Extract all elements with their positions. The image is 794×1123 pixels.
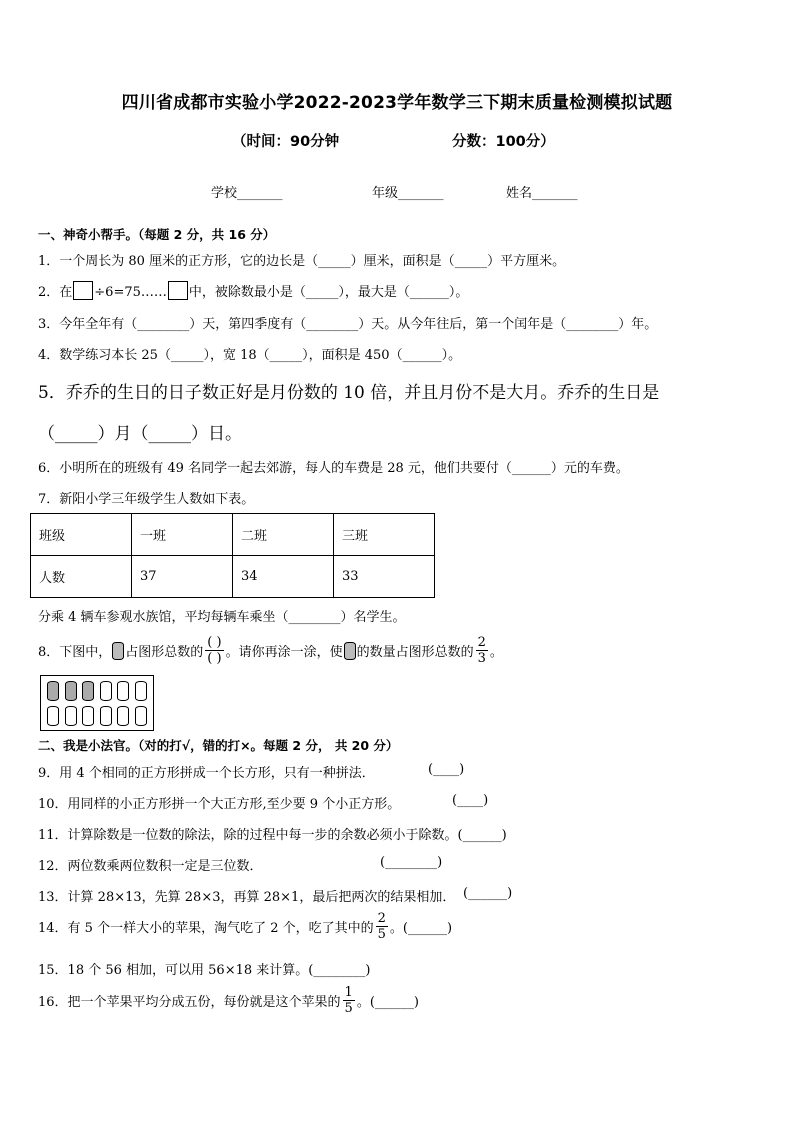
cylinder[interactable] xyxy=(47,706,59,726)
question-13-answer-blank[interactable]: (______) xyxy=(463,886,513,901)
table-cell: 一班 xyxy=(132,514,233,556)
cylinder[interactable] xyxy=(65,706,77,726)
section-2-heading: 二、我是小法官。（对的打√，错的打×。每题 2 分， 共 20 分） xyxy=(38,738,399,753)
fraction-one-fifth xyxy=(343,986,355,1015)
answer-fraction-blank[interactable] xyxy=(205,636,223,665)
question-8-part-b: 占图形总数的 xyxy=(125,645,204,660)
question-8-part-a: 8．下图中， xyxy=(38,645,112,660)
shaded-cylinder[interactable] xyxy=(47,681,59,701)
question-5-line-1: 5．乔乔的生日的日子数正好是月份数的 10 倍，并且月份不是大月。乔乔的生日是 xyxy=(38,383,660,403)
name-field[interactable]: 姓名_______ xyxy=(506,186,578,201)
table-cell: 人数 xyxy=(31,556,132,598)
question-1: 1．一个周长为 80 厘米的正方形，它的边长是（_____）厘米，面积是（_____）平方厘米。 xyxy=(38,254,566,269)
class-count-table xyxy=(30,513,435,598)
cylinder[interactable] xyxy=(100,706,112,726)
exam-title: 四川省成都市实验小学2022-2023学年数学三下期末质量检测模拟试题 xyxy=(121,93,673,113)
question-12-answer-blank[interactable]: (________) xyxy=(380,855,443,870)
question-5-line-2: （_____）月（_____）日。 xyxy=(38,424,242,444)
time-label: （时间：90分钟 xyxy=(232,134,340,150)
cylinder[interactable] xyxy=(135,681,147,701)
table-row xyxy=(31,514,435,556)
question-4: 4．数学练习本长 25（_____），宽 18（_____），面积是 450（______）。 xyxy=(38,348,462,363)
question-8 xyxy=(38,636,503,665)
cylinder[interactable] xyxy=(117,681,129,701)
question-2-part-b: ÷6=75…… xyxy=(94,285,167,300)
question-11: 11．计算除数是一位数的除法，除的过程中每一步的余数必须小于除数。(______) xyxy=(38,828,507,843)
question-3: 3．今年全年有（________）天，第四季度有（________）天。从今年往后，第一个闰年是（________）年。 xyxy=(38,317,658,332)
question-7: 7．新阳小学三年级学生人数如下表。 xyxy=(38,492,255,507)
cylinder[interactable] xyxy=(117,706,129,726)
school-field[interactable]: 学校_______ xyxy=(211,186,283,201)
question-2 xyxy=(38,281,468,300)
question-8-part-e: 。 xyxy=(489,645,503,660)
question-15: 15．18 个 56 相加，可以用 56×18 来计算。(________) xyxy=(38,963,371,978)
question-13: 13．计算 28×13，先算 28×3，再算 28×1，最后把两次的结果相加． xyxy=(38,890,456,905)
fraction-numerator-blank[interactable]: ( ) xyxy=(207,635,222,650)
cylinder[interactable] xyxy=(100,681,112,701)
fraction-denominator: 5 xyxy=(344,1001,353,1016)
table-cell: 班级 xyxy=(31,514,132,556)
cylinder-icon xyxy=(112,642,124,660)
score-label: 分数：100分） xyxy=(452,134,555,150)
question-14-part-a: 14．有 5 个一样大小的苹果，淘气吃了 2 个，吃了其中的 xyxy=(38,921,374,936)
question-6: 6．小明所在的班级有 49 名同学一起去郊游，每人的车费是 28 元，他们共要付（______）元的车费。 xyxy=(38,461,629,476)
shaded-cylinder[interactable] xyxy=(65,681,77,701)
fraction-two-fifths xyxy=(376,912,388,941)
fraction-numerator: 2 xyxy=(377,911,386,926)
question-9: 9．用 4 个相同的正方形拼成一个长方形，只有一种拼法． xyxy=(38,766,375,781)
cylinder[interactable] xyxy=(135,706,147,726)
question-14-part-b: 。(______) xyxy=(389,921,453,936)
question-9-answer-blank[interactable]: (____) xyxy=(428,762,465,777)
fraction-numerator: 2 xyxy=(477,635,486,650)
shaded-cylinder[interactable] xyxy=(82,681,94,701)
question-10-answer-blank[interactable]: (____) xyxy=(452,793,489,808)
fraction-denominator: 3 xyxy=(477,651,486,666)
table-row xyxy=(31,556,435,598)
question-16-part-a: 16．把一个苹果平均分成五份，每份就是这个苹果的 xyxy=(38,995,341,1010)
question-12: 12．两位数乘两位数积一定是三位数． xyxy=(38,859,263,874)
question-14 xyxy=(38,912,452,941)
fraction-numerator: 1 xyxy=(344,985,353,1000)
cylinder[interactable] xyxy=(82,706,94,726)
table-cell: 37 xyxy=(132,556,233,598)
question-2-part-c: 中，被除数最小是（_____），最大是（______）。 xyxy=(188,285,469,300)
table-cell: 34 xyxy=(233,556,334,598)
fraction-denominator: 5 xyxy=(377,927,386,942)
question-2-part-a: 2．在 xyxy=(38,285,73,300)
table-cell: 33 xyxy=(334,556,435,598)
question-8-part-c: 。请你再涂一涂，使 xyxy=(225,645,343,660)
fraction-denominator-blank[interactable]: ( ) xyxy=(207,651,222,666)
fraction-two-thirds xyxy=(476,636,488,665)
table-cell: 二班 xyxy=(233,514,334,556)
question-10: 10．用同样的小正方形拼一个大正方形,至少要 9 个小正方形。 xyxy=(38,797,401,812)
section-1-heading: 一、神奇小帮手。（每题 2 分，共 16 分） xyxy=(38,227,276,242)
question-16 xyxy=(38,986,419,1015)
question-16-part-b: 。(______) xyxy=(356,995,419,1010)
cylinder-grid xyxy=(40,675,154,731)
blank-box[interactable] xyxy=(73,281,93,300)
grade-field[interactable]: 年级_______ xyxy=(372,186,444,201)
cylinder-icon xyxy=(344,642,356,660)
blank-box[interactable] xyxy=(168,281,188,300)
question-7-continued: 分乘 4 辆车参观水族馆，平均每辆车乘坐（________）名学生。 xyxy=(38,610,406,625)
question-8-part-d: 的数量占图形总数的 xyxy=(356,645,474,660)
table-cell: 三班 xyxy=(334,514,435,556)
